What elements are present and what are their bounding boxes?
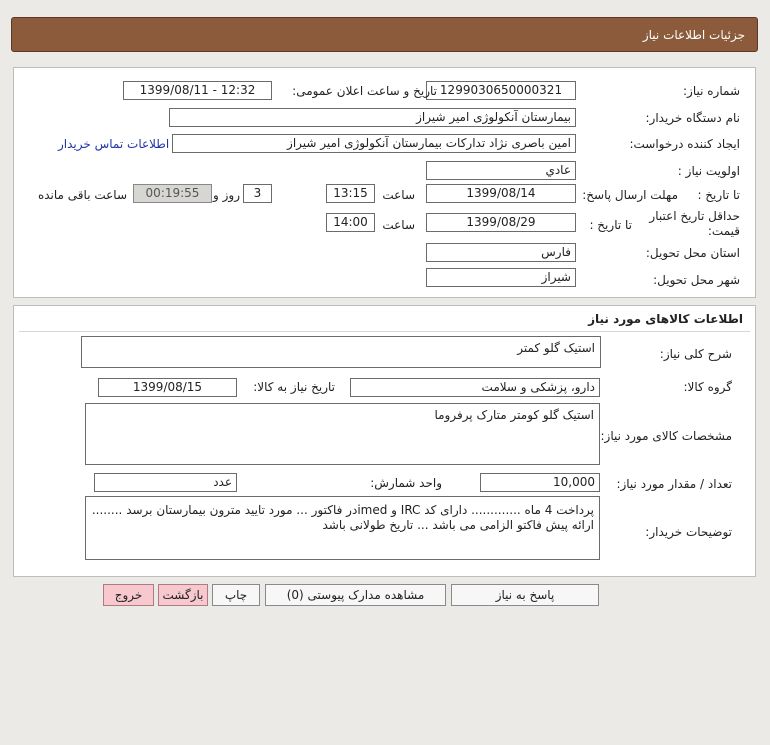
city-label: شهر محل تحويل: xyxy=(653,273,740,287)
notes-line-2: ارائه پيش فاکتو الزامی می باشد ... تاريخ طولانی باشد xyxy=(322,518,594,532)
deadline-time-label: ساعت xyxy=(382,188,415,202)
deadline-date-field[interactable]: 1399/08/14 xyxy=(426,184,576,203)
province-field[interactable]: فارس xyxy=(426,243,576,262)
validity-date-field[interactable]: 1399/08/29 xyxy=(426,213,576,232)
city-field[interactable]: شيراز xyxy=(426,268,576,287)
remaining-label: ساعت باقی مانده xyxy=(37,188,127,202)
need-date-field[interactable]: 1399/08/15 xyxy=(98,378,237,397)
buyer-label: نام دستگاه خريدار: xyxy=(645,111,740,125)
specs-label: مشخصات کالای مورد نياز: xyxy=(600,429,732,443)
attachments-button[interactable]: مشاهده مدارک پيوستی (0) xyxy=(265,584,446,606)
group-label: گروه کالا: xyxy=(683,380,732,394)
notes-line-1: پرداخت 4 ماه ............. دارای کد IRC و imedدر فاکتور ... مورد تاييد مترون بيمارستان برسد ........ xyxy=(91,503,594,517)
validity-time-field[interactable]: 14:00 xyxy=(326,213,375,232)
unit-field[interactable]: عدد xyxy=(94,473,237,492)
deadline-time-field[interactable]: 13:15 xyxy=(326,184,375,203)
section-divider xyxy=(19,331,750,332)
summary-field[interactable]: استيک گلو کمتر xyxy=(81,336,601,368)
qty-field[interactable]: 10,000 xyxy=(480,473,600,492)
creator-field[interactable]: امين باصری نژاد تدارکات بيمارستان آنکولوژی امير شيراز xyxy=(172,134,576,153)
announce-field[interactable]: 1399/08/11 - 12:32 xyxy=(123,81,272,100)
reply-button[interactable]: پاسخ به نياز xyxy=(451,584,599,606)
back-button[interactable]: بازگشت xyxy=(158,584,208,606)
group-field[interactable]: دارو، پزشکی و سلامت xyxy=(350,378,600,397)
validity-time-label: ساعت xyxy=(382,218,415,232)
need-number-field[interactable]: 1299030650000321 xyxy=(426,81,576,100)
announce-label: تاريخ و ساعت اعلان عمومی: xyxy=(292,84,437,98)
buyer-contact-link[interactable]: اطلاعات تماس خريدار xyxy=(58,137,170,151)
days-field[interactable]: 3 xyxy=(243,184,272,203)
province-label: استان محل تحويل: xyxy=(645,246,740,260)
summary-label: شرح کلی نياز: xyxy=(659,347,732,361)
need-info-panel xyxy=(13,67,756,298)
deadline-label: مهلت ارسال پاسخ: xyxy=(582,188,678,202)
creator-label: ايجاد کننده درخواست: xyxy=(629,137,740,151)
page-header xyxy=(11,17,758,52)
page-title: جزئيات اطلاعات نياز xyxy=(642,28,745,42)
validity-until-label: تا تاريخ : xyxy=(589,218,632,232)
goods-section-title: اطلاعات کالاهای مورد نياز xyxy=(588,312,743,326)
print-button[interactable]: چاپ xyxy=(212,584,260,606)
notes-field[interactable] xyxy=(85,496,600,560)
validity-label-1: حداقل تاريخ اعتبار xyxy=(649,209,740,223)
qty-label: تعداد / مقدار مورد نياز: xyxy=(616,477,732,491)
days-label: روز و xyxy=(213,188,240,202)
specs-field[interactable]: استيک گلو کومتر متارک پرفروما xyxy=(85,403,600,465)
exit-button[interactable]: خروج xyxy=(103,584,154,606)
priority-field[interactable]: عادي xyxy=(426,161,576,180)
remaining-timer: 00:19:55 xyxy=(133,184,212,203)
validity-label-2: قيمت: xyxy=(707,224,740,238)
need-number-label: شماره نياز: xyxy=(683,84,740,98)
need-date-label: تاريخ نياز به کالا: xyxy=(253,380,335,394)
buyer-field[interactable]: بيمارستان آنکولوژی امير شيراز xyxy=(169,108,576,127)
priority-label: اولويت نياز : xyxy=(677,164,740,178)
unit-label: واحد شمارش: xyxy=(370,476,442,490)
notes-label: توضيحات خريدار: xyxy=(645,525,732,539)
goods-info-panel xyxy=(13,305,756,577)
deadline-until-label: تا تاريخ : xyxy=(697,188,740,202)
